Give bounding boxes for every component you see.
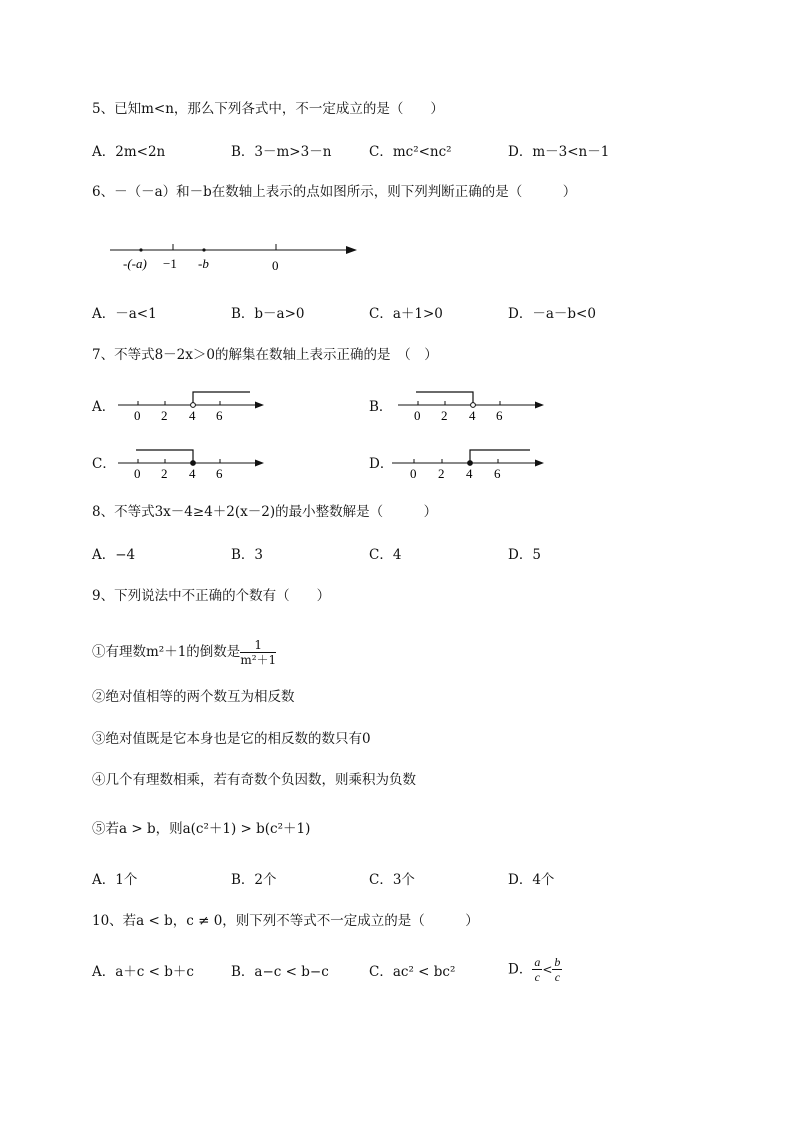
- q9-option-d: D．4个: [508, 872, 555, 888]
- question-10-text: 10、若a < b，c ≠ 0，则下列不等式不一定成立的是（ ）: [92, 913, 479, 929]
- q8-option-a: A．−4: [92, 547, 136, 563]
- question-5-text: 5、已知m<n，那么下列各式中，不一定成立的是（ ）: [92, 101, 444, 117]
- q10-d-den-left: c: [534, 970, 540, 984]
- q7c-tick-6: 6: [216, 466, 223, 481]
- q10-option-a: A．a＋c < b＋c: [92, 964, 194, 980]
- q10-d-num-left: a: [534, 955, 541, 969]
- q7-option-c-letter: C．: [92, 456, 116, 472]
- q7-option-d-letter: D．: [369, 456, 394, 472]
- q7a-tick-0: 0: [134, 408, 141, 423]
- q6-number-line: [105, 236, 365, 276]
- q7-option-c-number-line: [118, 446, 268, 482]
- q10-option-d: [508, 955, 562, 984]
- q7d-tick-0: 0: [410, 466, 417, 481]
- q10-d-fraction-left: [532, 955, 542, 984]
- q10-d-den-right: c: [554, 970, 561, 984]
- q7b-tick-0: 0: [414, 408, 421, 423]
- q5-option-a: A．2m<2n: [92, 144, 166, 160]
- q7b-tick-4: 4: [469, 408, 476, 423]
- q6-label-neg-neg-a: -(-a): [123, 256, 147, 271]
- q7-option-a-number-line: [118, 388, 268, 424]
- q10-d-num-right: b: [554, 955, 561, 969]
- q9-statement-1-prefix: ①有理数m²＋1的倒数是: [92, 644, 241, 660]
- q7a-tick-6: 6: [216, 408, 223, 423]
- q7a-tick-2: 2: [161, 408, 168, 423]
- q10-option-c: C．ac² < bc²: [369, 964, 456, 980]
- q9-s1-numerator: 1: [240, 638, 276, 653]
- q9-option-c: C．3个: [369, 872, 415, 888]
- q9-s1-denominator: m²＋1: [240, 653, 277, 667]
- q7-option-d-number-line: [392, 446, 552, 482]
- q6-label-neg-b: -b: [198, 256, 209, 271]
- q7c-tick-0: 0: [134, 466, 141, 481]
- q7-option-a-letter: A．: [92, 399, 116, 415]
- q5-option-c: C．mc²<nc²: [369, 144, 452, 160]
- q7a-tick-4: 4: [189, 408, 196, 423]
- q9-option-a: A．1个: [92, 872, 138, 888]
- q10-option-d-prefix: D．: [508, 961, 533, 978]
- q9-statement-4: ④几个有理数相乘，若有奇数个负因数，则乘积为负数: [92, 772, 416, 788]
- q8-option-d: D．5: [508, 547, 541, 563]
- q6-label-neg1: −1: [163, 256, 177, 271]
- q7c-tick-4: 4: [189, 466, 196, 481]
- q6-option-c: C．a＋1>0: [369, 306, 443, 322]
- q7d-tick-4: 4: [466, 466, 473, 481]
- q7-option-b-letter: B．: [369, 399, 393, 415]
- q6-option-a: A．－a<1: [92, 306, 157, 322]
- question-6-text: 6、－（－a）和－b在数轴上表示的点如图所示，则下列判断正确的是（ ）: [92, 184, 577, 200]
- q10-option-b: B．a−c < b−c: [231, 964, 329, 980]
- q7b-tick-2: 2: [441, 408, 448, 423]
- q6-point-neg-neg-a: [139, 248, 142, 251]
- q7d-tick-6: 6: [494, 466, 501, 481]
- q8-option-c: C．4: [369, 547, 402, 563]
- q6-axis-arrow: [346, 246, 357, 254]
- q6-option-b: B．b－a>0: [231, 306, 305, 322]
- q5-option-d: D．m－3<n－1: [508, 144, 610, 160]
- question-7-text: 7、不等式8－2x＞0的解集在数轴上表示正确的是 （ ）: [92, 347, 438, 363]
- q10-d-fraction-right: [552, 955, 562, 984]
- q9-statement-5: ⑤若a > b，则a(c²＋1) > b(c²＋1): [92, 821, 311, 837]
- q9-option-b: B．2个: [231, 872, 277, 888]
- question-9-text: 9、下列说法中不正确的个数有（ ）: [92, 588, 331, 604]
- q6-option-d: D．－a－b<0: [508, 306, 596, 322]
- q6-label-0: 0: [272, 258, 279, 273]
- q9-statement-1: [92, 638, 276, 667]
- q5-option-b: B．3－m>3－n: [231, 144, 332, 160]
- q7d-tick-2: 2: [438, 466, 445, 481]
- q7-option-b-number-line: [398, 388, 548, 424]
- q10-d-less-than: <: [542, 962, 553, 977]
- q9-statement-3: ③绝对值既是它本身也是它的相反数的数只有0: [92, 731, 371, 747]
- q9-statement-1-fraction: [240, 638, 276, 667]
- q7b-tick-6: 6: [496, 408, 503, 423]
- q7c-tick-2: 2: [161, 466, 168, 481]
- q9-statement-2: ②绝对值相等的两个数互为相反数: [92, 689, 295, 705]
- q6-point-neg-b: [202, 248, 205, 251]
- q8-option-b: B．3: [231, 547, 264, 563]
- question-8-text: 8、不等式3x－4≥4＋2(x－2)的最小整数解是（ ）: [92, 504, 438, 520]
